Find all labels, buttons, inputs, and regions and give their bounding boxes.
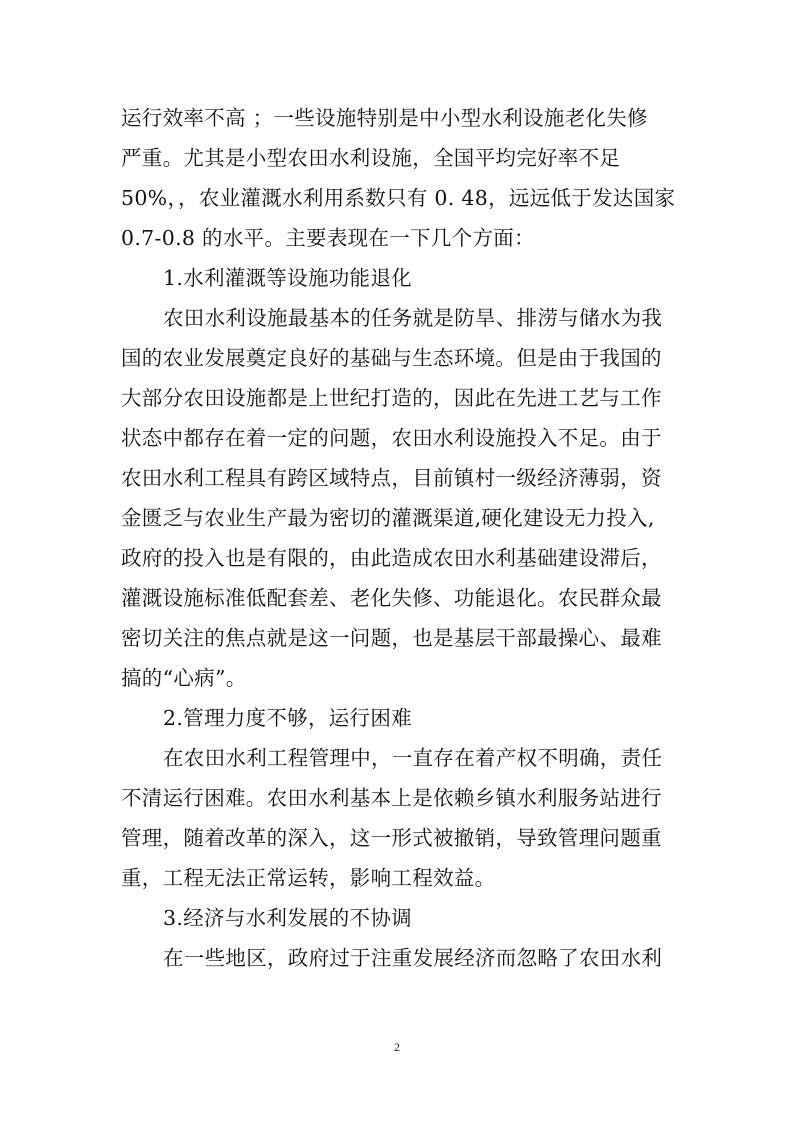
section-heading-3: 3.经济与水利发展的不协调 (163, 906, 412, 930)
section-heading-2: 2.管理力度不够，运行困难 (163, 706, 412, 730)
text-line: 国的农业发展奠定良好的基础与生态环境。但是由于我国的 (121, 346, 662, 370)
page-number: 2 (394, 1040, 400, 1054)
text-line: 50%，，农业灌溉水利用系数只有 0. 48，远远低于发达国家 (121, 186, 676, 210)
text-line: 状态中都存在着一定的问题，农田水利设施投入不足。由于 (121, 426, 662, 450)
text-line: 不清运行困难。农田水利基本上是依赖乡镇水利服务站进行 (121, 786, 662, 810)
text-line: 在农田水利工程管理中，一直存在着产权不明确，责任 (163, 746, 663, 770)
text-line: 严重。尤其是小型农田水利设施，全国平均完好率不足 (121, 146, 621, 170)
text-line: 政府的投入也是有限的，由此造成农田水利基础建设滞后， (121, 546, 662, 570)
text-line: 在一些地区，政府过于注重发展经济而忽略了农田水利 (163, 946, 663, 970)
text-line: 密切关注的焦点就是这一问题，也是基层干部最操心、最难 (121, 626, 662, 650)
text-line: 重，工程无法正常运转，影响工程效益。 (121, 866, 496, 890)
text-line: 运行效率不高 ；一些设施特别是中小型水利设施老化失修 (121, 106, 648, 130)
text-line: 金匮乏与农业生产最为密切的灌溉渠道,硬化建设无力投入, (121, 506, 655, 530)
text-line: 农田水利工程具有跨区域特点，目前镇村一级经济薄弱，资 (121, 466, 662, 490)
text-line: 大部分农田设施都是上世纪打造的，因此在先进工艺与工作 (121, 386, 662, 410)
text-line: 搞的“心病”。 (121, 666, 247, 690)
text-line: 管理，随着改革的深入，这一形式被撤销，导致管理问题重 (121, 826, 662, 850)
text-line: 灌溉设施标准低配套差、老化失修、功能退化。农民群众最 (121, 586, 662, 610)
text-line: 0.7-0.8 的水平。主要表现在一下几个方面： (121, 226, 535, 250)
section-heading-1: 1.水利灌溉等设施功能退化 (163, 266, 412, 290)
text-line: 农田水利设施最基本的任务就是防旱、排涝与储水为我 (163, 306, 663, 330)
